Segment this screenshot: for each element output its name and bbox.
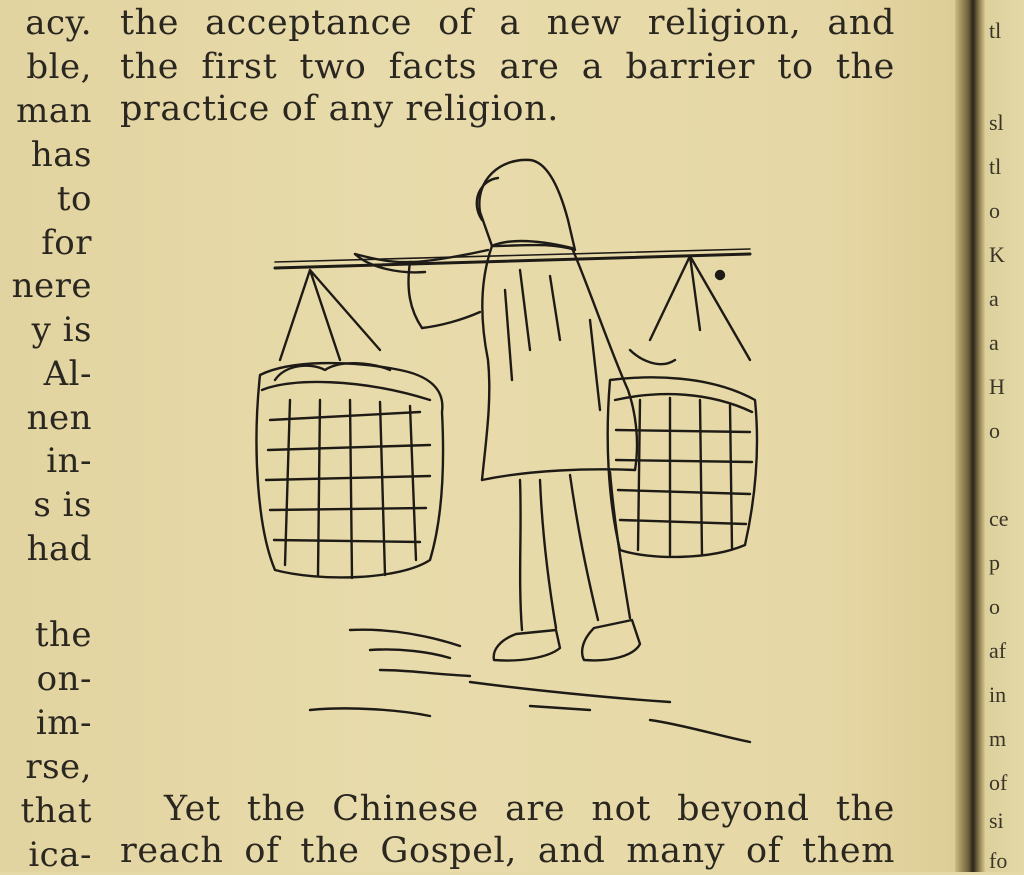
- right-column-fragment: K: [989, 242, 1005, 267]
- right-column-fragment: tl: [989, 18, 1002, 43]
- left-column-line: had: [26, 529, 92, 569]
- right-column-fragment: ce: [989, 506, 1009, 531]
- left-column-line: for: [41, 223, 92, 263]
- left-column-line: nen: [26, 398, 92, 438]
- right-column-fragment: tl: [989, 154, 1002, 179]
- left-column-line: acy.: [25, 3, 92, 43]
- left-column-line: ica-: [28, 835, 92, 875]
- paragraph-line: reach of the Gospel, and many of them: [120, 831, 895, 871]
- paragraph-line: practice of any religion.: [120, 89, 559, 129]
- left-column-line: has: [30, 135, 92, 175]
- right-column-fragment: o: [989, 418, 1000, 443]
- right-column-fragment: of: [989, 770, 1008, 795]
- right-column-fragment: fo: [989, 848, 1008, 872]
- left-column-line: the: [34, 615, 92, 655]
- right-column-fragment: a: [989, 286, 999, 311]
- left-column-line: y is: [31, 310, 92, 350]
- left-column-line: ble,: [26, 47, 92, 87]
- right-column-fragment: o: [989, 594, 1000, 619]
- left-column-line: im-: [35, 703, 92, 743]
- right-column-fragment: sl: [989, 110, 1004, 135]
- right-column-fragment: in: [989, 682, 1007, 707]
- paragraph-line: the first two facts are a barrier to the: [120, 47, 895, 87]
- book-page-right: [985, 0, 1024, 872]
- right-column-fragment: o: [989, 198, 1000, 223]
- left-column-line: s is: [33, 485, 92, 525]
- left-column-line: Al-: [43, 354, 92, 394]
- right-column-fragment: si: [989, 808, 1004, 833]
- left-column-line: in-: [46, 441, 92, 481]
- right-column-fragment: m: [989, 726, 1007, 751]
- left-column-line: man: [16, 91, 92, 131]
- right-column-fragment: af: [989, 638, 1007, 663]
- left-column-line: on-: [36, 659, 92, 699]
- right-column-fragment: p: [989, 550, 1000, 575]
- chinese-porter-illustration: [230, 150, 790, 770]
- paragraph-line: the acceptance of a new religion, and: [120, 3, 895, 43]
- right-column-fragment: H: [989, 374, 1005, 399]
- right-column-fragment: a: [989, 330, 999, 355]
- paragraph-line: Yet the Chinese are not beyond the: [164, 789, 895, 829]
- left-column-line: to: [56, 179, 92, 219]
- book-gutter: [955, 0, 985, 872]
- left-column-line: rse,: [25, 747, 92, 787]
- left-column-line: that: [20, 791, 92, 831]
- left-column-line: nere: [11, 266, 92, 306]
